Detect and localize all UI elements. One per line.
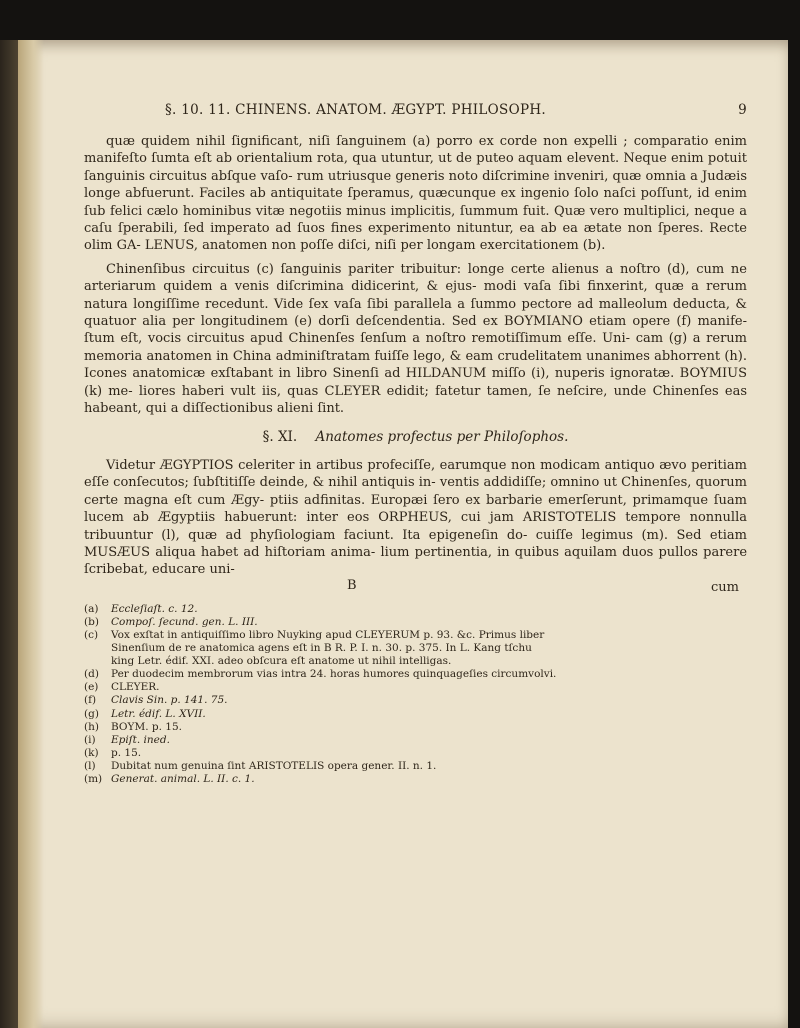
text-line: comparatio enim manifeſto ſumta eſt ab orientalium rota, qua utuntur, ut [84, 134, 747, 167]
text-line: Videtur ÆGYPTIOS celeriter in artibus profeciſſe, earumque non modicam [106, 457, 601, 473]
text-line: libro Sinenſi ad HILDANUM miſſo (i), nuperis ignoratæ. BOYMIUS (k) me- [84, 366, 747, 399]
footnote [84, 629, 747, 642]
text-line: poſſunt, id enim ſub felici cælo hominibus vitæ negotiis minus implicitis, [84, 186, 747, 219]
text-line: de puteo aquam elevent. Neque enim potuit ſanguinis circuitus abſque vaſo- [84, 151, 748, 184]
footnote [84, 734, 747, 747]
footnote-marker: (m) [84, 772, 103, 785]
footnote [84, 616, 747, 629]
footnote [84, 694, 747, 707]
footnotes [84, 603, 747, 786]
body-text [84, 133, 747, 595]
footnote [84, 721, 747, 734]
text-line: modi vaſa ſibi finxerint, quæ a rerum natura longiſſime recedunt. Vide ſex [84, 279, 747, 312]
text-line: abfuerunt. Faciles ab antiquitate ſperamus, quæcunque ex ingenio ſolo naſci [125, 186, 636, 202]
text-line: ventis addidiſſe; omnino ut Chinenſes, quorum certe magna eſt cum Ægy- [84, 475, 747, 508]
footnote-text: Generat. animal. L. II. c. 1. [111, 772, 255, 785]
footnote-marker: (f) [84, 694, 97, 707]
text-line: ptiis adfinitas. Europæi ſero ex barbarie emerſerunt, primamque ſuam lucem [84, 492, 747, 526]
footnote-text: Per duodecim membrorum vias intra 24. horas humores quinquageſies circumvolvi. [111, 668, 557, 681]
book-page [18, 40, 788, 1028]
page-gutter-shadow [18, 40, 44, 1028]
footnote-text: Clavis Sin. p. 141. 75. [111, 694, 228, 707]
footnote-marker: (c) [84, 628, 99, 641]
running-head [84, 102, 747, 124]
text-line: cam (g) a rerum memoria anatomen in China adminiſtratam fuiſſe lego, & [84, 331, 747, 364]
running-head-title: §. 10. 11. CHINENS. ANATOM. ÆGYPT. PHILOSOPH. [165, 102, 547, 118]
signature-mark: B [347, 577, 357, 593]
text-line: rum utriusque generis noto diſcrimine inveniri, quæ omnia a Judæis longe [84, 168, 748, 202]
section-heading [84, 429, 747, 446]
footnote-marker: (h) [84, 720, 99, 733]
page-number: 9 [738, 102, 747, 118]
footnote-marker: (k) [84, 746, 99, 759]
footnote-marker: (a) [84, 602, 99, 615]
paragraph-2 [84, 261, 747, 418]
text-line: ſummum fuit. Quæ vero multiplici, neque a caſu ſperabili, ſed imperato ad [84, 203, 747, 237]
footnote-text: BOYM. p. 15. [111, 720, 182, 733]
text-line: ab Ægyptiis habuerunt: inter eos ORPHEUS, cui jam ARISTOTELIS tempore [132, 510, 681, 526]
section-title: Anatomes profectus per Philoſophos. [315, 428, 569, 445]
footnote [84, 773, 747, 786]
footnote-text: Vox exſtat in antiquiſſimo libro Nuyking apud CLEYERUM p. 93. &c. Primus liber [111, 628, 545, 641]
text-line: Chinenſes eas habeant, qui a diſſectionibus alieni ſint. [84, 383, 747, 417]
text-line: LENUS, anatomen non poſſe diſci, niſi per longam exercitationem (b). [144, 238, 606, 254]
footnote-text: p. 15. [111, 746, 142, 759]
page-content [84, 102, 747, 786]
footnote [84, 681, 747, 694]
footnote-marker [84, 655, 111, 668]
footnote [84, 603, 747, 616]
text-line: liores haberi vult iis, quas CLEYER edidit; fatetur tamen, ſe neſcire, unde [138, 383, 647, 399]
text-line: cuiſſe legimus (m). Sed etiam MUSÆUS aliqua habet ad hiſtoriam anima- [84, 527, 747, 560]
footnote-text: Letr. édif. L. XVII. [111, 707, 206, 720]
text-line: eam crudelitatem unanimes abhorrent (h). Icones anatomicæ exſtabant in [84, 348, 747, 382]
text-line: nonnulla tribuuntur (l), quæ ad phyſiologiam faciunt. Ita epigeneſin do- [84, 510, 747, 543]
footnote-marker: (b) [84, 615, 99, 628]
footnote-text: CLEYER. [111, 681, 160, 694]
text-line: Chinenſibus circuitus (c) ſanguinis pariter tribuitur: longe certe alienus [106, 261, 599, 277]
text-line: longitudinem (e) dorſi deſcendentia. Sed ex BOYMIANO etiam opere (f) manife- [200, 314, 747, 330]
text-line: ſuos fines experimento nituntur, ea ab ea ætate non ſperes. Recte olim GA- [84, 221, 747, 254]
footnote-marker: (e) [84, 681, 99, 694]
footnote-marker: (d) [84, 668, 99, 681]
footnote-marker: (i) [84, 733, 96, 746]
text-line: vaſa ſibi parallela a ſummo pectore ad malleolum deducta, & quatuor alia per [84, 296, 748, 330]
paragraph-3 [84, 457, 747, 579]
footnote-text: Compoſ. ſecund. gen. L. III. [111, 615, 258, 628]
footnote-text: king Letr. édif. XXI. adeo obſcura eſt anatome ut nihil intelligas. [111, 655, 452, 668]
footnote-text: Eccleſiaſt. c. 12. [111, 602, 198, 615]
text-line: antiquo ævo peritiam eſſe conſecutos; ſubſtitiſſe deinde, & nihil antiquis in- [84, 457, 747, 491]
paragraph-1 [84, 133, 747, 255]
footnote [84, 642, 747, 655]
footnote-text: Dubitat num genuina ſint ARISTOTELIS opera gener. II. n. 1. [111, 759, 437, 772]
catchword: cum [711, 579, 739, 595]
footnote-text: Epiſt. ined. [111, 733, 170, 746]
footnote-marker: (l) [84, 759, 96, 772]
footnote [84, 708, 747, 721]
footnote [84, 655, 747, 668]
footnote [84, 668, 747, 681]
footnote [84, 760, 747, 773]
text-line: a noſtro (d), cum ne arteriarum quidem a venis diſcrimina didicerint, & ejus- [84, 261, 748, 295]
footnote-text: Sinenſium de re anatomica agens eſt in B R. P. I. n. 30. p. 375. In L. Kang tſchu [111, 642, 532, 655]
book-binding-edge [0, 40, 18, 1028]
footnote-marker: (g) [84, 707, 99, 720]
text-line: ſtum eſt, vocis circuitus apud Chinenſes ſenſum a noſtro remotiſſimum eſſe. Uni- [84, 331, 631, 347]
text-line: quæ quidem nihil ſignificant, niſi ſanguinem (a) porro ex corde non expelli ; [106, 134, 628, 149]
section-label: §. XI. [262, 428, 298, 445]
footnote-marker [84, 642, 111, 655]
footnote [84, 747, 747, 760]
text-line: lium pertinentia, in quibus aquilam duos pullos parere ſcribebat, educare uni- [84, 544, 748, 578]
catchline [84, 579, 747, 595]
